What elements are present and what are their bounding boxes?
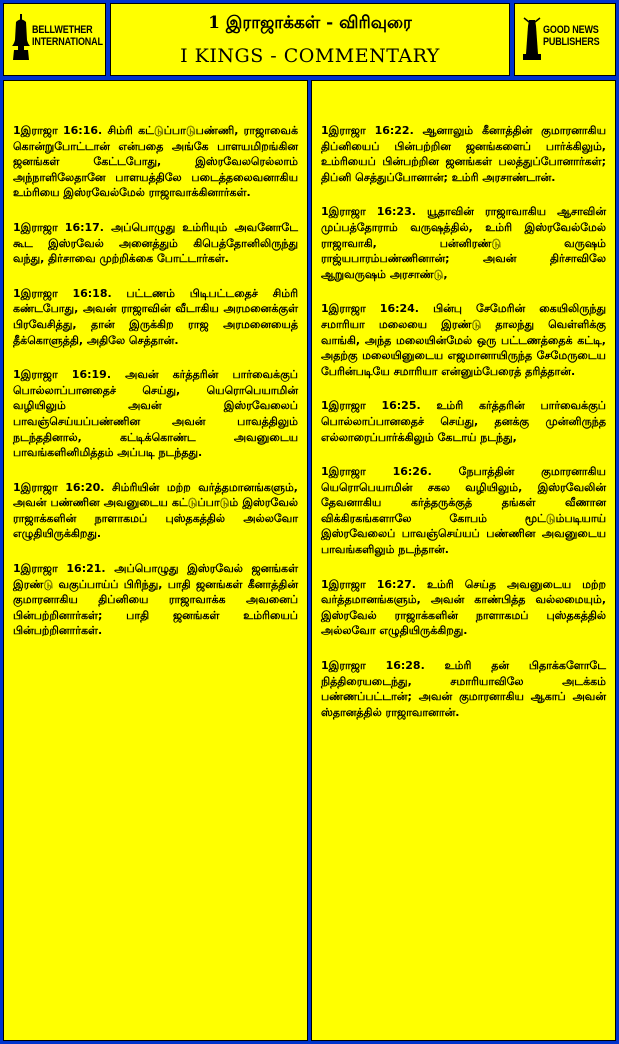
lighthouse-icon: [523, 14, 541, 66]
page-title-english: I KINGS - COMMENTARY: [180, 45, 440, 67]
logo-right-line1: GOOD NEWS: [543, 24, 599, 36]
verse-16-22: 1இராஜா 16:22. ஆனாலும் கீனாத்தின் குமாரனாகிய திப்னியைப் பின்பற்றின ஜனங்களைப் பார்க்கிலும், உம்ரியைப் பின்பற்றின ஜனங்கள் பலத்துப்போனார்கள்; திப்னி செத்துப்போனான்; உம்ரி அரசாண்டான்.: [321, 124, 606, 184]
verse-16-24: 1இராஜா 16:24. பின்பு சேமேரின் கையிலிருந்து சமாரியா மலையை இரண்டு தாலந்து வெள்ளிக்கு வாங்கி, அந்த மலையின்மேல் ஒரு பட்டணத்தைக் கட்டி, அதற்கு மலையினுடைய எஜமானாயிருந்த சேமேருடைய பேரின்படியே சமாரியா என்னும்பேரைத் தரித்தான்.: [321, 302, 606, 378]
logo-left-line2: INTERNATIONAL: [32, 36, 103, 48]
right-column: [311, 80, 616, 1041]
left-column: [3, 80, 308, 1041]
verse-16-23: 1இராஜா 16:23. யூதாவின் ராஜாவாகிய ஆசாவின் முப்பத்தோராம் வருஷத்தில், உம்ரி இஸ்ரவேல்மேல் ராஜாவாகி, பன்னிரண்டு வருஷம் ராஜ்யபாரம்பண்ணினான்; அவன் திர்சாவிலே ஆறுவருஷம் அரசாண்டு,: [321, 205, 606, 281]
logo-right-line2: PUBLISHERS: [543, 36, 600, 48]
verse-16-16: 1இராஜா 16:16. சிம்ரி கட்டுப்பாடுபண்ணி, ராஜாவைக் கொன்றுபோட்டான் என்பதை அங்கே பாளயமிறங்கின ஜனங்கள் கேட்டபோது, இஸ்ரவேலரெல்லாம் அந்நாளிலேதானே பாளயத்திலே படைத்தலைவனாகிய உம்ரியை இஸ்ரவேல்மேல் ராஜாவாக்கினார்கள்.: [13, 124, 298, 200]
verse-16-27: 1இராஜா 16:27. உம்ரி செய்த அவனுடைய மற்ற வர்த்தமானங்களும், அவன் காண்பித்த வல்லமையும், இஸ்ரவேல் ராஜாக்களின் நாளாகமப் புஸ்தகத்தில் அல்லவோ எழுதியிருக்கிறது.: [321, 577, 606, 638]
verse-16-19: 1இராஜா 16:19. அவன் கர்த்தரின் பார்வைக்குப் பொல்லாப்பானதைச் செய்து, யெரொபெயாமின் வழியிலும் அவன் இஸ்ரவேலைப் பாவஞ்செய்யப்பண்ணின அவன் பாவத்திலும் நடந்ததினால், கட்டிக்கொண்ட அவனுடைய பாவங்களினிமித்தம் அப்படி நடந்தது.: [13, 368, 298, 460]
verse-16-28: 1இராஜா 16:28. உம்ரி தன் பிதாக்களோடே நித்திரையடைந்து, சமாரியாவிலே அடக்கம் பண்ணப்பட்டான்; அவன் குமாரனாகிய ஆகாப் அவன் ஸ்தானத்தில் ராஜாவானான்.: [321, 659, 606, 719]
page-title-tamil: 1 இராஜாக்கள் - விரிவுரை: [208, 13, 412, 33]
bell-icon: [12, 14, 30, 66]
verse-16-18: 1இராஜா 16:18. பட்டணம் பிடிபட்டதைச் சிம்ரி கண்டபோது, அவன் ராஜாவின் வீடாகிய அரமனைக்குள் பிரவேசித்து, தான் இருக்கிற ராஜ அரமனையைத் தீக்கொளுத்தி, அதிலே செத்தான்.: [13, 286, 298, 347]
bellwether-logo: [3, 3, 106, 76]
verse-16-20: 1இராஜா 16:20. சிம்ரியின் மற்ற வர்த்தமானங்களும், அவன் பண்ணின அவனுடைய கட்டுப்பாடும் இஸ்ரவேல் ராஜாக்களின் நாளாகமப் புஸ்தகத்தில் அல்லவோ எழுதியிருக்கிறது.: [13, 480, 298, 541]
verse-16-21: 1இராஜா 16:21. அப்பொழுது இஸ்ரவேல் ஜனங்கள் இரண்டு வகுப்பாய்ப் பிரிந்து, பாதி ஜனங்கள் கீனாத்தின் குமாரனாகிய திப்னியை ராஜாவாக்க அவனைப் பின்பற்றினார்கள்; பாதி ஜனங்கள் உம்ரியைப் பின்பற்றினார்கள்.: [13, 562, 298, 638]
verse-16-25: 1இராஜா 16:25. உம்ரி கர்த்தரின் பார்வைக்குப் பொல்லாப்பானதைச் செய்து, தனக்கு முன்னிருந்த எல்லாரைப்பார்க்கிலும் கேடாய் நடந்து,: [321, 399, 606, 444]
verse-16-17: 1இராஜா 16:17. அப்பொழுது உம்ரியும் அவனோடே கூட இஸ்ரவேல் அனைத்தும் கிபெத்தோனிலிருந்து வந்து, திர்சாவை முற்றிக்கை போட்டார்கள்.: [13, 220, 298, 266]
title-banner: [110, 3, 510, 76]
verse-16-26: 1இராஜா 16:26. நேபாத்தின் குமாரனாகிய யெரொபெயாமின் சகல வழியிலும், இஸ்ரவேலின் தேவனாகிய கர்த்தருக்குத் தங்கள் வீணான விக்கிரகங்களாலே கோபம் மூட்டும்படியாய் இஸ்ரவேலைப் பாவஞ்செய்யப் பண்ணின அவனுடைய பாவங்களிலும் நடந்தான்.: [321, 465, 606, 557]
good-news-logo: [514, 3, 616, 76]
logo-left-line1: BELLWETHER: [32, 24, 93, 36]
